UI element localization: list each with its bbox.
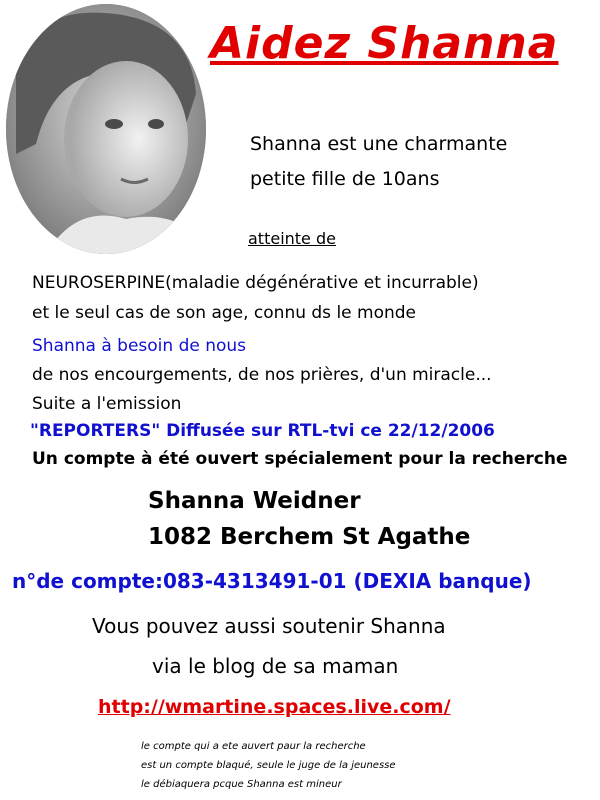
body-line-2: et le seul cas de son age, connu ds le monde: [32, 303, 417, 323]
intro-line-2: petite fille de 10ans: [250, 168, 440, 190]
intro-line-1: Shanna est une charmante: [250, 133, 508, 155]
note-line-1: le compte qui a ete auvert paur la recherche: [141, 741, 366, 752]
address-name: Shanna Weidner: [148, 488, 361, 514]
body-line-5: Suite a l'emission: [32, 394, 182, 414]
support-line-1: Vous pouvez aussi soutenir Shanna: [92, 614, 446, 638]
body-line-4: de nos encourgements, de nos prières, d'un miracle...: [32, 365, 492, 385]
note-line-3: le débiaquera pcque Shanna est mineur: [141, 779, 342, 790]
body-line-1: NEUROSERPINE(maladie dégénérative et incurrable): [32, 273, 479, 293]
account-number: n°de compte:083-4313491-01 (DEXIA banque): [12, 569, 532, 593]
page-title: Aidez Shanna: [210, 18, 559, 69]
body-line-7: Un compte à été ouvert spécialement pour la recherche: [32, 449, 568, 469]
support-line-2: via le blog de sa maman: [152, 654, 399, 678]
child-portrait-photo: [6, 4, 206, 254]
body-line-3: Shanna à besoin de nous: [32, 336, 247, 356]
intro-line-3: atteinte de: [248, 229, 336, 248]
child-portrait-icon: [6, 4, 206, 254]
note-line-2: est un compte blaqué, seule le juge de la jeunesse: [141, 760, 396, 771]
blog-link[interactable]: http://wmartine.spaces.live.com/: [98, 696, 451, 718]
body-line-6: "REPORTERS" Diffusée sur RTL-tvi ce 22/12/2006: [30, 421, 495, 441]
address-city: 1082 Berchem St Agathe: [148, 524, 471, 550]
